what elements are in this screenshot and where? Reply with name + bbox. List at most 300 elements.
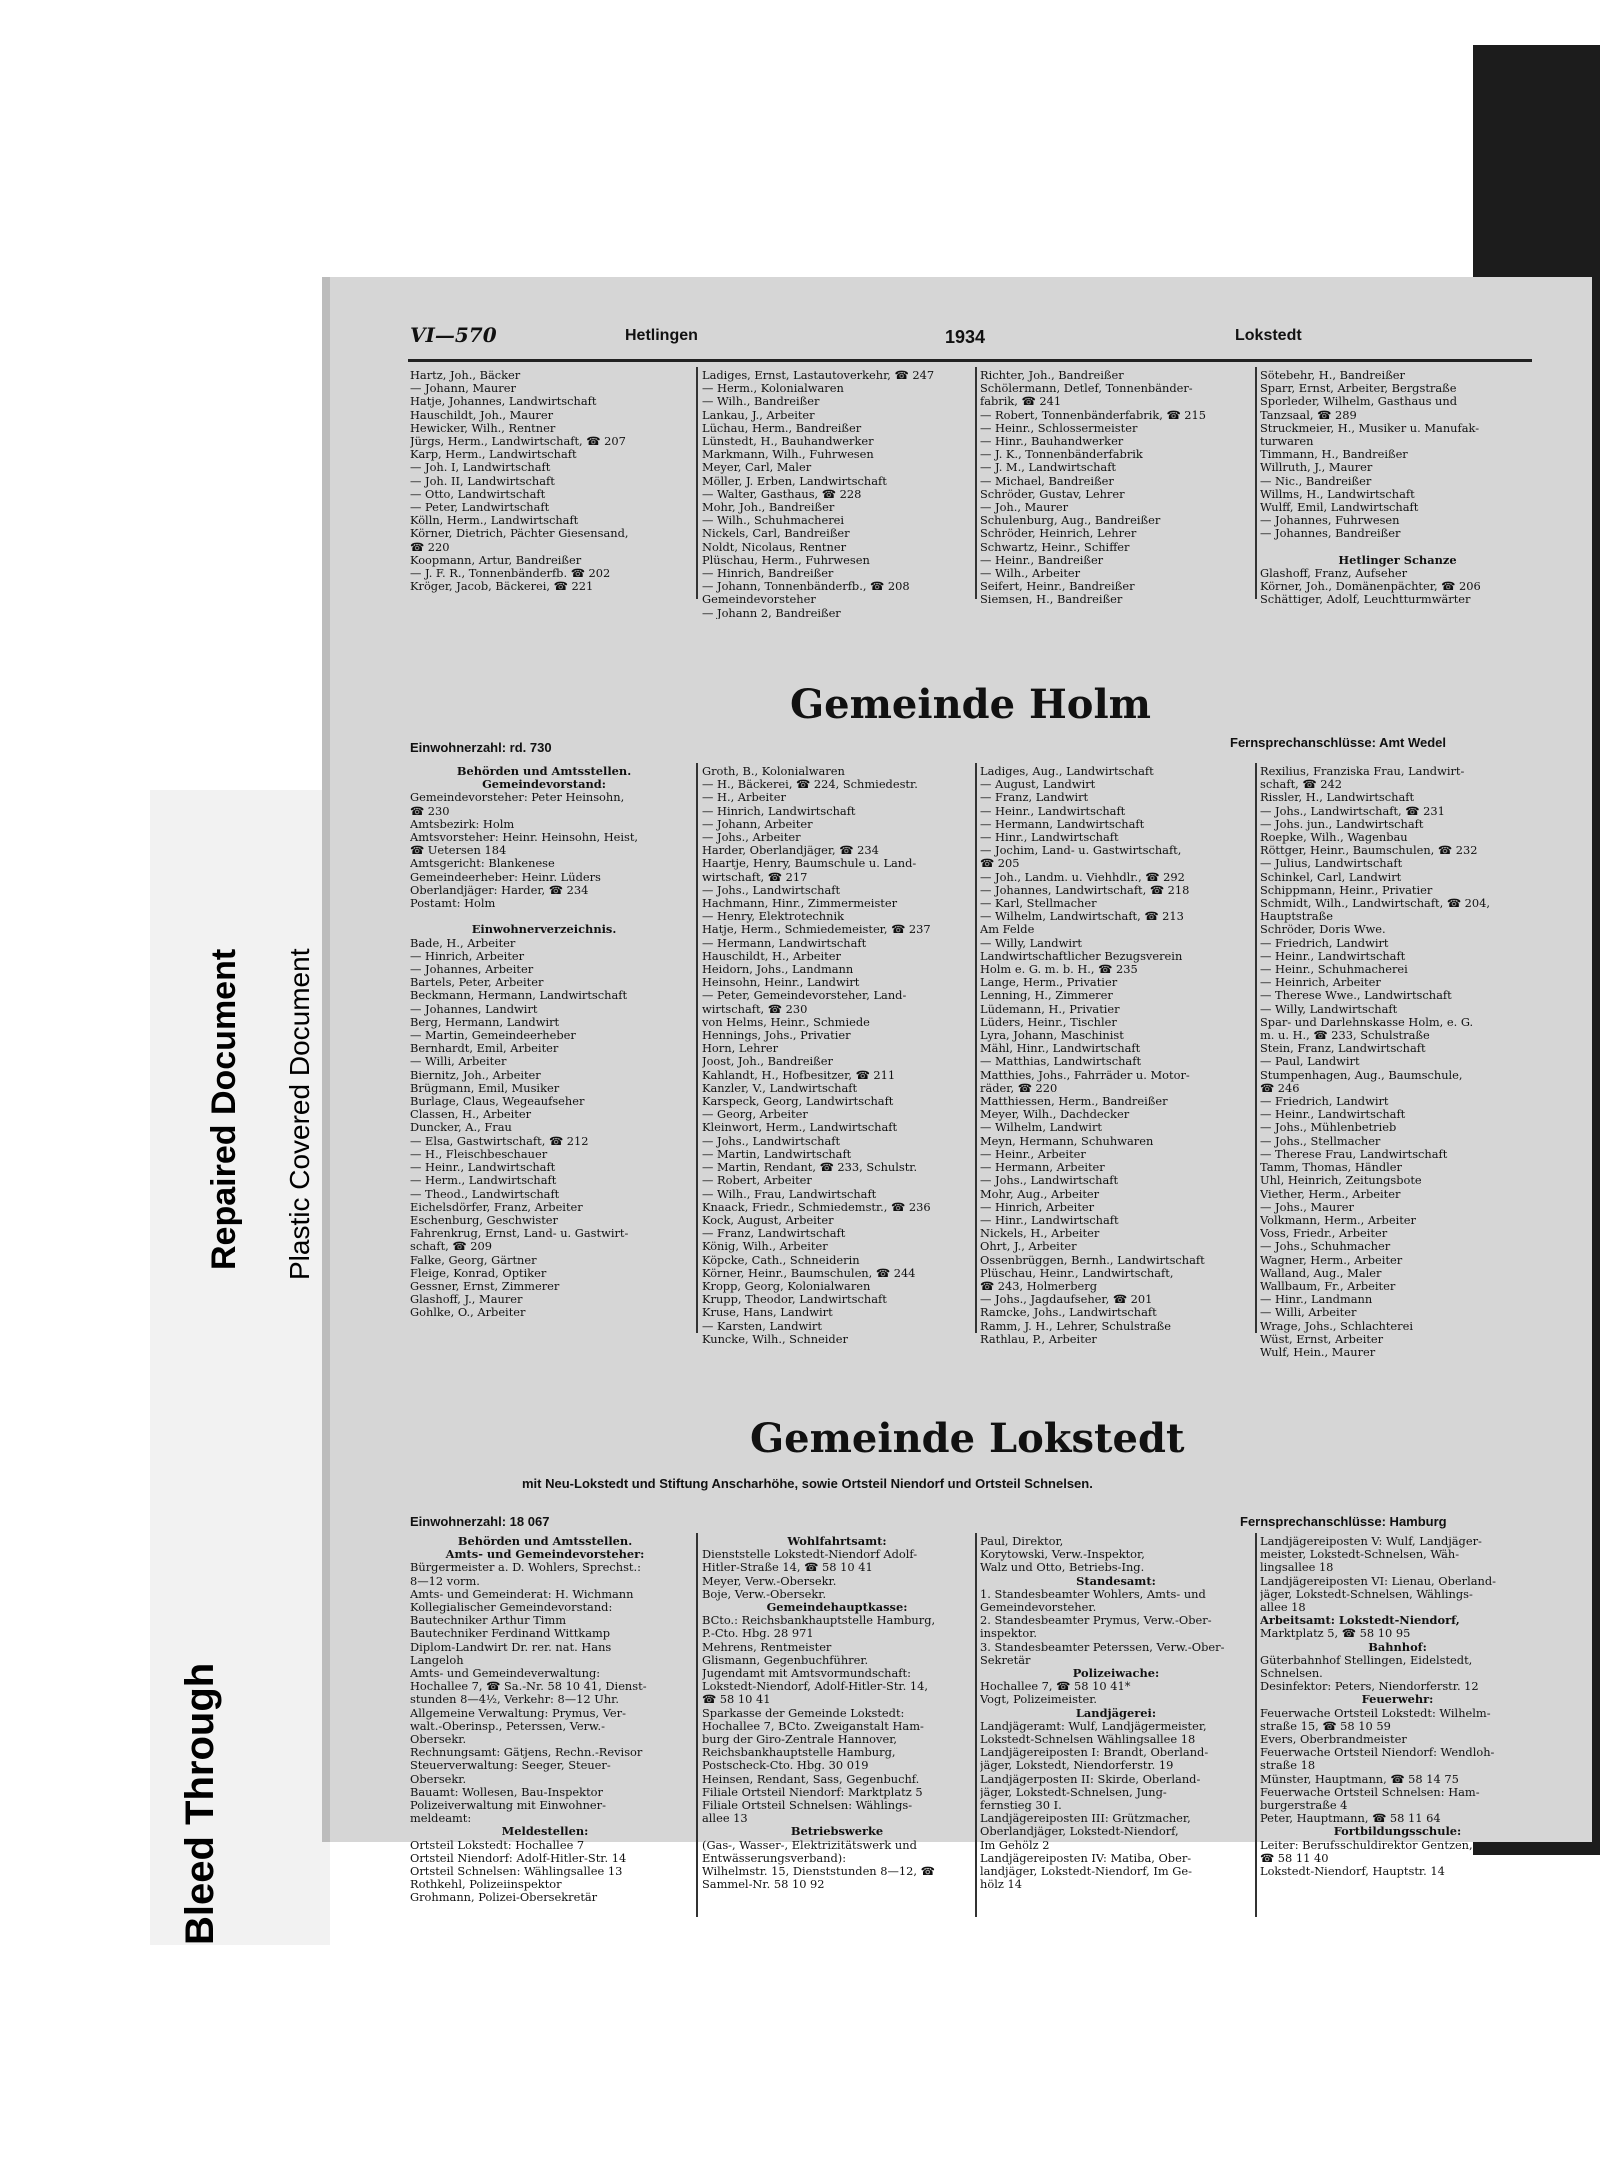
directory-line: Gemeindehauptkasse:: [766, 1601, 908, 1615]
directory-line: turwaren: [1260, 435, 1314, 449]
holm-population: Einwohnerzahl: rd. 730: [410, 740, 552, 755]
directory-line: ☎ 230: [410, 804, 450, 818]
document-page: [322, 277, 1592, 1905]
directory-line: Polizeiverwaltung mit Einwohner-: [410, 1799, 606, 1813]
directory-line: allee 13: [702, 1812, 748, 1826]
directory-line: — Joh. I, Landwirtschaft: [410, 461, 551, 475]
directory-line: Paul, Direktor,: [980, 1535, 1064, 1548]
directory-line: König, Wilh., Arbeiter: [702, 1240, 828, 1254]
directory-line: Meldestellen:: [501, 1825, 589, 1839]
directory-line: Landwirtschaftlicher Bezugsverein: [980, 949, 1183, 963]
directory-line: schaft, ☎ 209: [410, 1240, 492, 1254]
directory-line: Kruse, Hans, Landwirt: [702, 1306, 833, 1320]
directory-line: räder, ☎ 220: [980, 1081, 1058, 1095]
hetlingen-column-2: [702, 369, 972, 619]
directory-line: Matthiessen, Herm., Bandreißer: [980, 1095, 1168, 1109]
directory-line: Struckmeier, H., Musiker u. Manufak-: [1260, 421, 1480, 435]
directory-line: Amts- und Gemeindeverwaltung:: [410, 1667, 601, 1681]
directory-line: Gemeindevorsteher: [702, 593, 816, 607]
directory-line: Heinsohn, Heinr., Landwirt: [702, 976, 860, 990]
directory-line: Uhl, Heinrich, Zeitungsbote: [1260, 1174, 1422, 1188]
directory-line: Nickels, H., Arbeiter: [980, 1227, 1100, 1241]
directory-line: — Michael, Bandreißer: [980, 474, 1114, 488]
directory-line: Einwohnerverzeichnis.: [471, 923, 617, 937]
directory-line: Obersekr.: [410, 1733, 467, 1747]
header-rule: [408, 359, 1532, 362]
directory-line: Diplom-Landwirt Dr. rer. nat. Hans: [410, 1640, 612, 1654]
directory-line: Reichsbankhauptstelle Hamburg,: [702, 1746, 896, 1760]
directory-line: Hatje, Herm., Schmiedemeister, ☎ 237: [702, 923, 931, 937]
directory-line: BCto.: Reichsbankhauptstelle Hamburg,: [702, 1614, 936, 1628]
directory-line: Meyer, Carl, Maler: [702, 461, 812, 475]
directory-line: Falke, Georg, Gärtner: [410, 1253, 537, 1267]
directory-line: Köpcke, Cath., Schneiderin: [702, 1253, 860, 1267]
directory-line: Wohlfahrtsamt:: [787, 1535, 887, 1548]
directory-line: Karp, Herm., Landwirtschaft: [410, 448, 577, 462]
directory-line: Evers, Oberbrandmeister: [1260, 1733, 1407, 1747]
directory-line: Mohr, Aug., Arbeiter: [980, 1187, 1100, 1201]
directory-line: Schröder, Doris Wwe.: [1260, 923, 1386, 937]
directory-line: — Hinr., Landmann: [1260, 1293, 1373, 1307]
directory-line: — J. F. R., Tonnenbänderfb. ☎ 202: [410, 567, 611, 581]
page-number: VI—570: [410, 323, 497, 347]
directory-line: Schmidt, Wilh., Landwirtschaft, ☎ 204,: [1260, 897, 1491, 911]
lokstedt-phones: Fernsprechanschlüsse: Hamburg: [1240, 1514, 1447, 1529]
directory-line: — Johs., Jagdaufseher, ☎ 201: [980, 1293, 1153, 1307]
directory-line: Plüschau, Herm., Fuhrwesen: [702, 553, 870, 567]
directory-line: — Hinr., Landwirtschaft: [980, 1213, 1119, 1227]
directory-line: Holm e. G. m. b. H., ☎ 235: [980, 963, 1138, 977]
directory-line: Hachmann, Hinr., Zimmermeister: [702, 897, 898, 911]
directory-line: Hochallee 7, BCto. Zweiganstalt Ham-: [702, 1719, 924, 1733]
directory-line: Bartels, Peter, Arbeiter: [410, 976, 544, 990]
directory-line: — Johs., Mühlenbetrieb: [1260, 1121, 1397, 1135]
directory-line: Oberlandjäger, Lokstedt-Niendorf,: [980, 1825, 1179, 1839]
directory-line: Knaack, Friedr., Schmiedemstr., ☎ 236: [702, 1200, 931, 1214]
directory-line: — Heinr., Schlossermeister: [980, 421, 1138, 435]
directory-line: Lüdemann, H., Privatier: [980, 1002, 1120, 1016]
directory-line: Wulff, Emil, Landwirtschaft: [1260, 501, 1419, 515]
directory-line: Kock, August, Arbeiter: [702, 1213, 834, 1227]
directory-line: Filiale Ortsteil Niendorf: Marktplatz 5: [702, 1785, 923, 1799]
directory-line: ☎ 58 10 41: [702, 1693, 771, 1707]
directory-line: — Heinr., Landwirtschaft: [980, 804, 1126, 818]
directory-line: Duncker, A., Frau: [410, 1121, 512, 1135]
directory-line: Roepke, Wilh., Wagenbau: [1260, 831, 1408, 845]
directory-line: Dienststelle Lokstedt-Niendorf Adolf-: [702, 1548, 918, 1562]
directory-line: Münster, Hauptmann, ☎ 58 14 75: [1260, 1772, 1459, 1786]
directory-line: Landjägereiposten IV: Matiba, Ober-: [980, 1851, 1192, 1865]
directory-line: Willruth, J., Maurer: [1260, 461, 1373, 475]
directory-line: straße 18: [1260, 1759, 1316, 1773]
directory-line: — Johann 2, Bandreißer: [702, 606, 841, 619]
directory-line: — Paul, Landwirt: [1260, 1055, 1360, 1069]
directory-line: Kropp, Georg, Kolonialwaren: [702, 1279, 871, 1293]
directory-line: — August, Landwirt: [980, 778, 1096, 792]
lokstedt-column-3: [980, 1535, 1252, 1915]
directory-line: Hewicker, Wilh., Rentner: [410, 421, 556, 435]
directory-line: Kuncke, Wilh., Schneider: [702, 1332, 848, 1346]
directory-line: Landjägereiposten I: Brandt, Oberland-: [980, 1746, 1209, 1760]
directory-line: — Wilhelm, Landwirt: [980, 1121, 1102, 1135]
directory-line: Landjägereiposten V: Wulf, Landjäger-: [1260, 1535, 1482, 1548]
directory-line: Filiale Ortsteil Schnelsen: Wählings-: [702, 1799, 913, 1813]
directory-line: Möller, J. Erben, Landwirtschaft: [702, 474, 887, 488]
directory-line: Lenning, H., Zimmerer: [980, 989, 1113, 1003]
directory-line: Willms, H., Landwirtschaft: [1260, 487, 1415, 501]
directory-line: — Otto, Landwirtschaft: [410, 487, 546, 501]
holm-title: Gemeinde Holm: [790, 681, 1151, 728]
directory-line: Walz und Otto, Betriebs-Ing.: [980, 1561, 1145, 1575]
directory-line: Gemeindeerheber: Heinr. Lüders: [410, 870, 601, 884]
directory-line: Fortbildungsschule:: [1333, 1825, 1462, 1839]
directory-line: Polizeiwache:: [1072, 1667, 1160, 1681]
directory-line: Noldt, Nicolaus, Rentner: [702, 540, 847, 554]
directory-line: — Johannes, Arbeiter: [410, 963, 534, 977]
directory-line: Lokstedt-Niendorf, Adolf-Hitler-Str. 14,: [702, 1680, 928, 1694]
directory-line: Bahnhof:: [1368, 1640, 1427, 1654]
directory-line: — Johs., Landwirtschaft, ☎ 231: [1260, 804, 1445, 818]
directory-line: — Heinr., Landwirtschaft: [1260, 949, 1406, 963]
directory-line: Wulf, Hein., Maurer: [1260, 1345, 1376, 1359]
directory-line: — Friedrich, Landwirt: [1260, 936, 1389, 950]
column-divider: [975, 367, 977, 599]
holm-column-1: [410, 765, 678, 1331]
directory-line: Im Gehölz 2: [980, 1838, 1050, 1852]
directory-line: Postscheck-Cto. Hbg. 30 019: [702, 1759, 869, 1773]
directory-line: jäger, Lokstedt, Niendorferstr. 19: [980, 1759, 1174, 1773]
directory-line: Burlage, Claus, Wegeaufseher: [410, 1095, 585, 1109]
column-divider: [1255, 763, 1257, 1333]
directory-line: — Hinrich, Arbeiter: [980, 1200, 1095, 1214]
hetlingen-column-4: [1260, 369, 1535, 609]
directory-line: ☎ Uetersen 184: [410, 844, 507, 858]
directory-line: Landjägerei:: [1075, 1706, 1157, 1720]
directory-line: Sammel-Nr. 58 10 92: [702, 1878, 825, 1892]
directory-line: Kleinwort, Herm., Landwirtschaft: [702, 1121, 898, 1135]
directory-line: Landjägereiposten III: Grützmacher,: [980, 1812, 1191, 1826]
directory-line: Volkmann, Herm., Arbeiter: [1260, 1213, 1416, 1227]
directory-line: Amts- und Gemeinderat: H. Wichmann: [410, 1587, 634, 1601]
directory-line: meister, Lokstedt-Schnelsen, Wäh-: [1260, 1548, 1460, 1562]
directory-line: Peter, Hauptmann, ☎ 58 11 64: [1260, 1812, 1441, 1826]
column-divider: [696, 367, 698, 599]
directory-line: Ramm, J. H., Lehrer, Schulstraße: [980, 1319, 1171, 1333]
bleed-through-label: Bleed Through: [178, 1662, 222, 1945]
directory-line: Voss, Friedr., Arbeiter: [1260, 1227, 1388, 1241]
directory-line: Wüst, Ernst, Arbeiter: [1260, 1332, 1384, 1346]
directory-line: Sparr, Ernst, Arbeiter, Bergstraße: [1260, 382, 1457, 396]
directory-line: — J. M., Landwirtschaft: [980, 461, 1117, 475]
directory-line: Plüschau, Heinr., Landwirtschaft,: [980, 1266, 1174, 1280]
directory-line: Harder, Oberlandjäger, ☎ 234: [702, 844, 879, 858]
directory-line: walt.-Oberinsp., Peterssen, Verw.-: [410, 1719, 605, 1733]
directory-line: Oberlandjäger: Harder, ☎ 234: [410, 883, 589, 897]
directory-line: Landjägeramt: Wulf, Landjägermeister,: [980, 1719, 1207, 1733]
directory-line: — H., Arbeiter: [702, 791, 786, 805]
directory-line: straße 15, ☎ 58 10 59: [1260, 1719, 1391, 1733]
directory-line: Hauschildt, Joh., Maurer: [410, 408, 554, 422]
directory-line: — Peter, Landwirtschaft: [410, 501, 550, 515]
directory-line: Feuerwache Ortsteil Lokstedt: Wilhelm-: [1260, 1706, 1491, 1720]
directory-line: — H., Fleischbeschauer: [410, 1147, 548, 1161]
directory-line: ☎ 246: [1260, 1081, 1300, 1095]
directory-line: Glashoff, J., Maurer: [410, 1293, 523, 1307]
directory-line: Karspeck, Georg, Landwirtschaft: [702, 1095, 894, 1109]
directory-line: P.-Cto. Hbg. 28 971: [702, 1627, 814, 1641]
directory-line: Postamt: Holm: [410, 897, 496, 911]
directory-line: inspektor.: [980, 1627, 1038, 1641]
directory-line: lingsallee 18: [1260, 1561, 1334, 1575]
directory-line: — Martin, Landwirtschaft: [702, 1147, 852, 1161]
directory-line: Lyra, Johann, Maschinist: [980, 1029, 1124, 1043]
directory-line: — Johs., Landwirtschaft: [702, 1134, 841, 1148]
directory-line: — Peter, Gemeindevorsteher, Land-: [702, 989, 907, 1003]
directory-line: Kollegialischer Gemeindevorstand:: [410, 1601, 613, 1615]
directory-line: — Wilh., Bandreißer: [702, 395, 820, 409]
holm-column-2: [702, 765, 972, 1355]
directory-line: Schölermann, Detlef, Tonnenbänder-: [980, 382, 1193, 396]
directory-line: Wallbaum, Fr., Arbeiter: [1260, 1279, 1396, 1293]
directory-line: Schättiger, Adolf, Leuchtturmwärter: [1260, 593, 1471, 607]
directory-line: — Jochim, Land- u. Gastwirtschaft,: [980, 844, 1182, 858]
repaired-document-label: Repaired Document: [205, 948, 243, 1270]
directory-line: Schröder, Heinrich, Lehrer: [980, 527, 1137, 541]
directory-line: Schulenburg, Aug., Bandreißer: [980, 514, 1161, 528]
directory-line: ☎ 205: [980, 857, 1020, 871]
directory-line: Vogt, Polizeimeister.: [980, 1693, 1098, 1707]
directory-line: Haartje, Henry, Baumschule u. Land-: [702, 857, 917, 871]
directory-line: — H., Bäckerei, ☎ 224, Schmiedestr.: [702, 778, 918, 792]
directory-line: Entwässerungsverband):: [702, 1851, 847, 1865]
directory-line: stunden 8—4½, Verkehr: 8—12 Uhr.: [410, 1693, 620, 1707]
column-divider: [1255, 367, 1257, 599]
directory-line: hölz 14: [980, 1878, 1022, 1892]
directory-line: Bade, H., Arbeiter: [410, 936, 516, 950]
page-header: [330, 277, 1592, 347]
directory-line: — Karl, Stellmacher: [980, 897, 1097, 911]
directory-line: — Heinr., Schuhmacherei: [1260, 963, 1408, 977]
directory-line: — Johann, Tonnenbänderfb., ☎ 208: [702, 580, 910, 594]
directory-line: fernstieg 30 I.: [980, 1799, 1062, 1813]
directory-line: Güterbahnhof Stellingen, Eidelstedt,: [1260, 1653, 1473, 1667]
directory-line: [1260, 541, 1535, 554]
directory-line: Tanzsaal, ☎ 289: [1260, 408, 1357, 422]
directory-line: Ladiges, Ernst, Lastautoverkehr, ☎ 247: [702, 369, 935, 382]
directory-line: Horn, Lehrer: [702, 1042, 779, 1056]
directory-line: Ossenbrüggen, Bernh., Landwirtschaft: [980, 1253, 1205, 1267]
directory-line: Körner, Joh., Domänenpächter, ☎ 206: [1260, 580, 1481, 594]
directory-line: Behörden und Amtsstellen.: [456, 765, 632, 778]
directory-line: Rissler, H., Landwirtschaft: [1260, 791, 1415, 805]
directory-line: Stumpenhagen, Aug., Baumschule,: [1260, 1068, 1463, 1082]
directory-line: — Henry, Elektrotechnik: [702, 910, 845, 924]
directory-line: — Wilhelm, Landwirtschaft, ☎ 213: [980, 910, 1184, 924]
directory-line: Rechnungsamt: Gätjens, Rechn.-Revisor: [410, 1746, 643, 1760]
directory-line: Glismann, Gegenbuchführer.: [702, 1653, 869, 1667]
directory-line: Korytowski, Verw.-Inspektor,: [980, 1548, 1145, 1562]
directory-line: Matthies, Johs., Fahrräder u. Motor-: [980, 1068, 1190, 1082]
directory-line: 1. Standesbeamter Wohlers, Amts- und: [980, 1587, 1206, 1601]
directory-line: Röttger, Heinr., Baumschulen, ☎ 232: [1260, 844, 1478, 858]
directory-line: Sekretär: [980, 1653, 1031, 1667]
directory-line: — Hinrich, Landwirtschaft: [702, 804, 856, 818]
directory-line: Classen, H., Arbeiter: [410, 1108, 532, 1122]
directory-line: Ortsteil Niendorf: Adolf-Hitler-Str. 14: [410, 1851, 627, 1865]
directory-line: Hitler-Straße 14, ☎ 58 10 41: [702, 1561, 873, 1575]
directory-line: Brügmann, Emil, Musiker: [410, 1081, 560, 1095]
directory-line: schaft, ☎ 242: [1260, 778, 1342, 792]
directory-line: Walland, Aug., Maler: [1260, 1266, 1382, 1280]
directory-line: Rathlau, P., Arbeiter: [980, 1332, 1097, 1346]
directory-line: — Friedrich, Landwirt: [1260, 1095, 1389, 1109]
directory-line: Rexilius, Franziska Frau, Landwirt-: [1260, 765, 1465, 778]
directory-line: Bernhardt, Emil, Arbeiter: [410, 1042, 559, 1056]
directory-line: — Heinr., Bandreißer: [980, 553, 1104, 567]
directory-line: Nickels, Carl, Bandreißer: [702, 527, 850, 541]
directory-line: 2. Standesbeamter Prymus, Verw.-Ober-: [980, 1614, 1212, 1628]
directory-line: — Willi, Arbeiter: [410, 1055, 507, 1069]
directory-line: — Heinrich, Arbeiter: [1260, 976, 1381, 990]
directory-line: — Johs. jun., Landwirtschaft: [1260, 817, 1424, 831]
directory-line: — Franz, Landwirtschaft: [702, 1227, 846, 1241]
directory-line: Körner, Heinr., Baumschulen, ☎ 244: [702, 1266, 916, 1280]
directory-line: Bauamt: Wollesen, Bau-Inspektor: [410, 1785, 603, 1799]
directory-line: Glashoff, Franz, Aufseher: [1260, 567, 1408, 581]
directory-line: Schwartz, Heinr., Schiffer: [980, 540, 1130, 554]
directory-line: — Walter, Gasthaus, ☎ 228: [702, 487, 862, 501]
directory-line: Berg, Hermann, Landwirt: [410, 1015, 560, 1029]
directory-line: Lünstedt, H., Bauhandwerker: [702, 435, 874, 449]
directory-line: Gemeindevorsteher: Peter Heinsohn,: [410, 791, 625, 805]
lokstedt-column-2: [702, 1535, 972, 1915]
directory-line: — Julius, Landwirtschaft: [1260, 857, 1403, 871]
directory-line: Ohrt, J., Arbeiter: [980, 1240, 1077, 1254]
directory-line: — Karsten, Landwirt: [702, 1319, 822, 1333]
directory-line: wirtschaft, ☎ 217: [702, 870, 808, 884]
directory-line: — Wilh., Schuhmacherei: [702, 514, 845, 528]
directory-line: Landjägereiposten VI: Lienau, Oberland-: [1260, 1574, 1496, 1588]
directory-line: m. u. H., ☎ 233, Schulstraße: [1260, 1029, 1430, 1043]
directory-line: ☎ 220: [410, 540, 450, 554]
directory-line: Feuerwehr:: [1361, 1693, 1434, 1707]
directory-line: Amtsbezirk: Holm: [410, 817, 515, 831]
directory-line: Langeloh: [410, 1653, 464, 1667]
directory-line: Hochallee 7, ☎ Sa.-Nr. 58 10 41, Dienst-: [410, 1680, 647, 1694]
plastic-covered-label: Plastic Covered Document: [284, 948, 315, 1280]
directory-line: Obersekr.: [410, 1772, 467, 1786]
directory-line: — Hermann, Landwirtschaft: [980, 817, 1145, 831]
directory-line: Rothkehl, Polizeiinspektor: [410, 1878, 562, 1892]
directory-line: Bautechniker Arthur Timm: [410, 1614, 567, 1628]
directory-line: — Joh., Maurer: [980, 501, 1069, 515]
header-left-place: Hetlingen: [625, 327, 698, 344]
directory-line: Wagner, Herm., Arbeiter: [1260, 1253, 1403, 1267]
directory-line: Standesamt:: [1076, 1574, 1156, 1588]
directory-line: Grohmann, Polizei-Obersekretär: [410, 1891, 598, 1905]
directory-line: — Johs., Landwirtschaft: [980, 1174, 1119, 1188]
directory-line: Timmann, H., Bandreißer: [1260, 448, 1408, 462]
directory-line: — Hermann, Landwirtschaft: [702, 936, 867, 950]
directory-line: — Johannes, Fuhrwesen: [1260, 514, 1400, 528]
directory-line: — Willy, Landwirt: [980, 936, 1083, 950]
directory-line: Lange, Herm., Privatier: [980, 976, 1118, 990]
directory-line: Hartz, Joh., Bäcker: [410, 369, 521, 382]
directory-line: — Johs., Landwirtschaft: [702, 883, 841, 897]
directory-line: Jürgs, Herm., Landwirtschaft, ☎ 207: [410, 435, 626, 449]
directory-line: jäger, Lokstedt-Schnelsen, Jung-: [980, 1785, 1167, 1799]
directory-line: — Herm., Kolonialwaren: [702, 382, 844, 396]
directory-line: Kröger, Jacob, Bäckerei, ☎ 221: [410, 580, 594, 594]
directory-line: Gemeindevorsteher.: [980, 1601, 1097, 1615]
directory-line: Eichelsdörfer, Franz, Arbeiter: [410, 1200, 583, 1214]
directory-line: meldeamt:: [410, 1812, 472, 1826]
directory-line: Landjägerposten II: Skirde, Oberland-: [980, 1772, 1201, 1786]
directory-line: burgerstraße 4: [1260, 1799, 1348, 1813]
directory-line: Groth, B., Kolonialwaren: [702, 765, 845, 778]
directory-line: Hauschildt, H., Arbeiter: [702, 949, 841, 963]
directory-line: Kölln, Herm., Landwirtschaft: [410, 514, 579, 528]
directory-line: Behörden und Amtsstellen.: [457, 1535, 633, 1548]
directory-line: Desinfektor: Peters, Niendorferstr. 12: [1260, 1680, 1479, 1694]
directory-line: Schnelsen.: [1260, 1667, 1323, 1681]
directory-line: — J. K., Tonnenbänderfabrik: [980, 448, 1143, 462]
directory-line: Hennings, Johs., Privatier: [702, 1029, 851, 1043]
directory-line: Lokstedt-Niendorf, Hauptstr. 14: [1260, 1865, 1445, 1879]
directory-line: — Johannes, Bandreißer: [1260, 527, 1401, 541]
directory-line: Schinkel, Carl, Landwirt: [1260, 870, 1402, 884]
directory-line: Biernitz, Joh., Arbeiter: [410, 1068, 541, 1082]
directory-line: Joost, Joh., Bandreißer: [702, 1055, 833, 1069]
directory-line: Feuerwache Ortsteil Schnelsen: Ham-: [1260, 1785, 1480, 1799]
directory-line: — Robert, Tonnenbänderfabrik, ☎ 215: [980, 408, 1207, 422]
directory-line: Meyer, Verw.-Obersekr.: [702, 1574, 837, 1588]
directory-line: Fleige, Konrad, Optiker: [410, 1266, 547, 1280]
directory-line: Boje, Verw.-Obersekr.: [702, 1587, 827, 1601]
directory-line: Marktplatz 5, ☎ 58 10 95: [1260, 1627, 1411, 1641]
directory-line: — Hermann, Arbeiter: [980, 1161, 1105, 1175]
directory-line: Beckmann, Hermann, Landwirtschaft: [410, 989, 628, 1003]
directory-line: — Johannes, Landwirt: [410, 1002, 538, 1016]
directory-line: Arbeitsamt: Lokstedt-Niendorf,: [1260, 1614, 1460, 1628]
directory-line: Mehrens, Rentmeister: [702, 1640, 832, 1654]
directory-line: — Wilh., Frau, Landwirtschaft: [702, 1187, 877, 1201]
directory-line: — Hinr., Bauhandwerker: [980, 435, 1124, 449]
directory-line: — Hinr., Landwirtschaft: [980, 831, 1119, 845]
directory-line: — Wilh., Arbeiter: [980, 567, 1081, 581]
directory-line: Heinsen, Rendant, Sass, Gegenbuchf.: [702, 1772, 920, 1786]
directory-line: allee 18: [1260, 1601, 1306, 1615]
lokstedt-population: Einwohnerzahl: 18 067: [410, 1514, 550, 1529]
directory-line: — Johannes, Landwirtschaft, ☎ 218: [980, 883, 1190, 897]
directory-line: (Gas-, Wasser-, Elektrizitätswerk und: [702, 1838, 917, 1852]
directory-line: Körner, Dietrich, Pächter Giesensand,: [410, 527, 629, 541]
directory-line: Schippmann, Heinr., Privatier: [1260, 883, 1433, 897]
directory-line: — Johs., Stellmacher: [1260, 1134, 1381, 1148]
directory-line: Schröder, Gustav, Lehrer: [980, 487, 1125, 501]
directory-line: Hochallee 7, ☎ 58 10 41*: [980, 1680, 1131, 1694]
directory-line: [410, 910, 678, 923]
directory-line: — Franz, Landwirt: [980, 791, 1089, 805]
directory-line: Viether, Herm., Arbeiter: [1260, 1187, 1401, 1201]
directory-line: — Robert, Arbeiter: [702, 1174, 812, 1188]
directory-line: — Matthias, Landwirtschaft: [980, 1055, 1142, 1069]
directory-line: Siemsen, H., Bandreißer: [980, 593, 1123, 607]
directory-line: Tamm, Thomas, Händler: [1260, 1161, 1402, 1175]
directory-line: Ramcke, Johs., Landwirtschaft: [980, 1306, 1157, 1320]
directory-line: — Martin, Gemeindeerheber: [410, 1029, 576, 1043]
holm-column-3: [980, 765, 1250, 1350]
